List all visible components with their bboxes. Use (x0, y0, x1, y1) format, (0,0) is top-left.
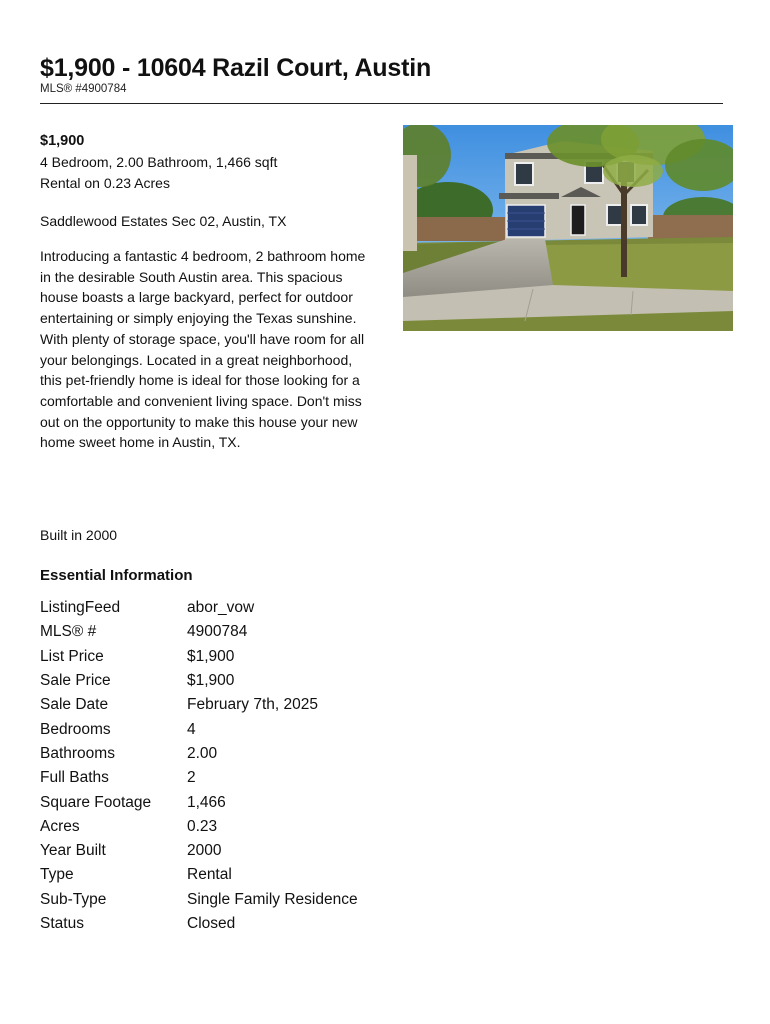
info-row (40, 742, 440, 766)
info-label: Full Baths (40, 769, 109, 787)
info-label: Acres (40, 817, 80, 835)
info-label: Type (40, 866, 74, 884)
mls-number: MLS® #4900784 (40, 83, 127, 95)
info-label: Bathrooms (40, 744, 115, 762)
info-label: Sub-Type (40, 890, 107, 908)
info-value: 4900784 (187, 623, 248, 641)
info-label: Sale Date (40, 696, 109, 714)
info-row (40, 717, 440, 741)
info-value: Closed (187, 915, 236, 932)
info-value: 0.23 (187, 817, 218, 835)
info-label: Year Built (40, 842, 106, 860)
info-value: $1,900 (187, 672, 235, 690)
info-row (40, 620, 440, 644)
info-row (40, 693, 440, 717)
info-row (40, 888, 440, 912)
info-value: 4 (187, 720, 196, 738)
listing-lot: Rental on 0.23 Acres (40, 175, 170, 191)
info-label: Status (40, 915, 84, 932)
essential-info-table (40, 596, 440, 936)
info-value: 2 (187, 769, 196, 787)
info-value: February 7th, 2025 (187, 696, 318, 714)
info-label: MLS® # (40, 623, 97, 641)
essential-info-heading: Essential Information (40, 567, 193, 584)
header-divider (40, 103, 723, 104)
info-row (40, 815, 440, 839)
info-value: Rental (187, 866, 232, 884)
page-title: $1,900 - 10604 Razil Court, Austin (40, 54, 432, 82)
info-row (40, 863, 440, 887)
info-value: Single Family Residence (187, 890, 358, 908)
info-value: 2.00 (187, 744, 218, 762)
info-value: 1,466 (187, 793, 226, 811)
info-row (40, 839, 440, 863)
info-row (40, 669, 440, 693)
info-row (40, 766, 440, 790)
info-label: Sale Price (40, 672, 111, 690)
year-built-line: Built in 2000 (40, 527, 118, 543)
info-value: 2000 (187, 842, 222, 860)
listing-specs: 4 Bedroom, 2.00 Bathroom, 1,466 sqft (40, 154, 278, 170)
listing-location: Saddlewood Estates Sec 02, Austin, TX (40, 213, 287, 229)
info-value: $1,900 (187, 647, 235, 665)
info-row (40, 645, 440, 669)
info-value: abor_vow (187, 599, 255, 617)
info-row (40, 912, 440, 936)
info-label: Square Footage (40, 793, 152, 811)
info-row (40, 790, 440, 814)
listing-summary (40, 131, 370, 194)
info-label: Bedrooms (40, 720, 111, 738)
listing-price: $1,900 (40, 133, 85, 149)
listing-description: Introducing a fantastic 4 bedroom, 2 bathroom home in the desirable South Austin area. This spacious house boasts a large backyard, perfect for outdoor entertaining or simply enjoying the Texas sunshine. With plenty of storage space, you'll have room for all your belongings. Located in a great neighborhood, this pet-friendly home is ideal for those looking for a comfortable and convenient living space. Don't miss out on the opportunity to make this house your new home sweet home in Austin, TX. (40, 248, 366, 451)
info-label: List Price (40, 647, 104, 665)
info-label: ListingFeed (40, 599, 121, 617)
property-photo (403, 125, 733, 331)
info-row (40, 596, 440, 620)
